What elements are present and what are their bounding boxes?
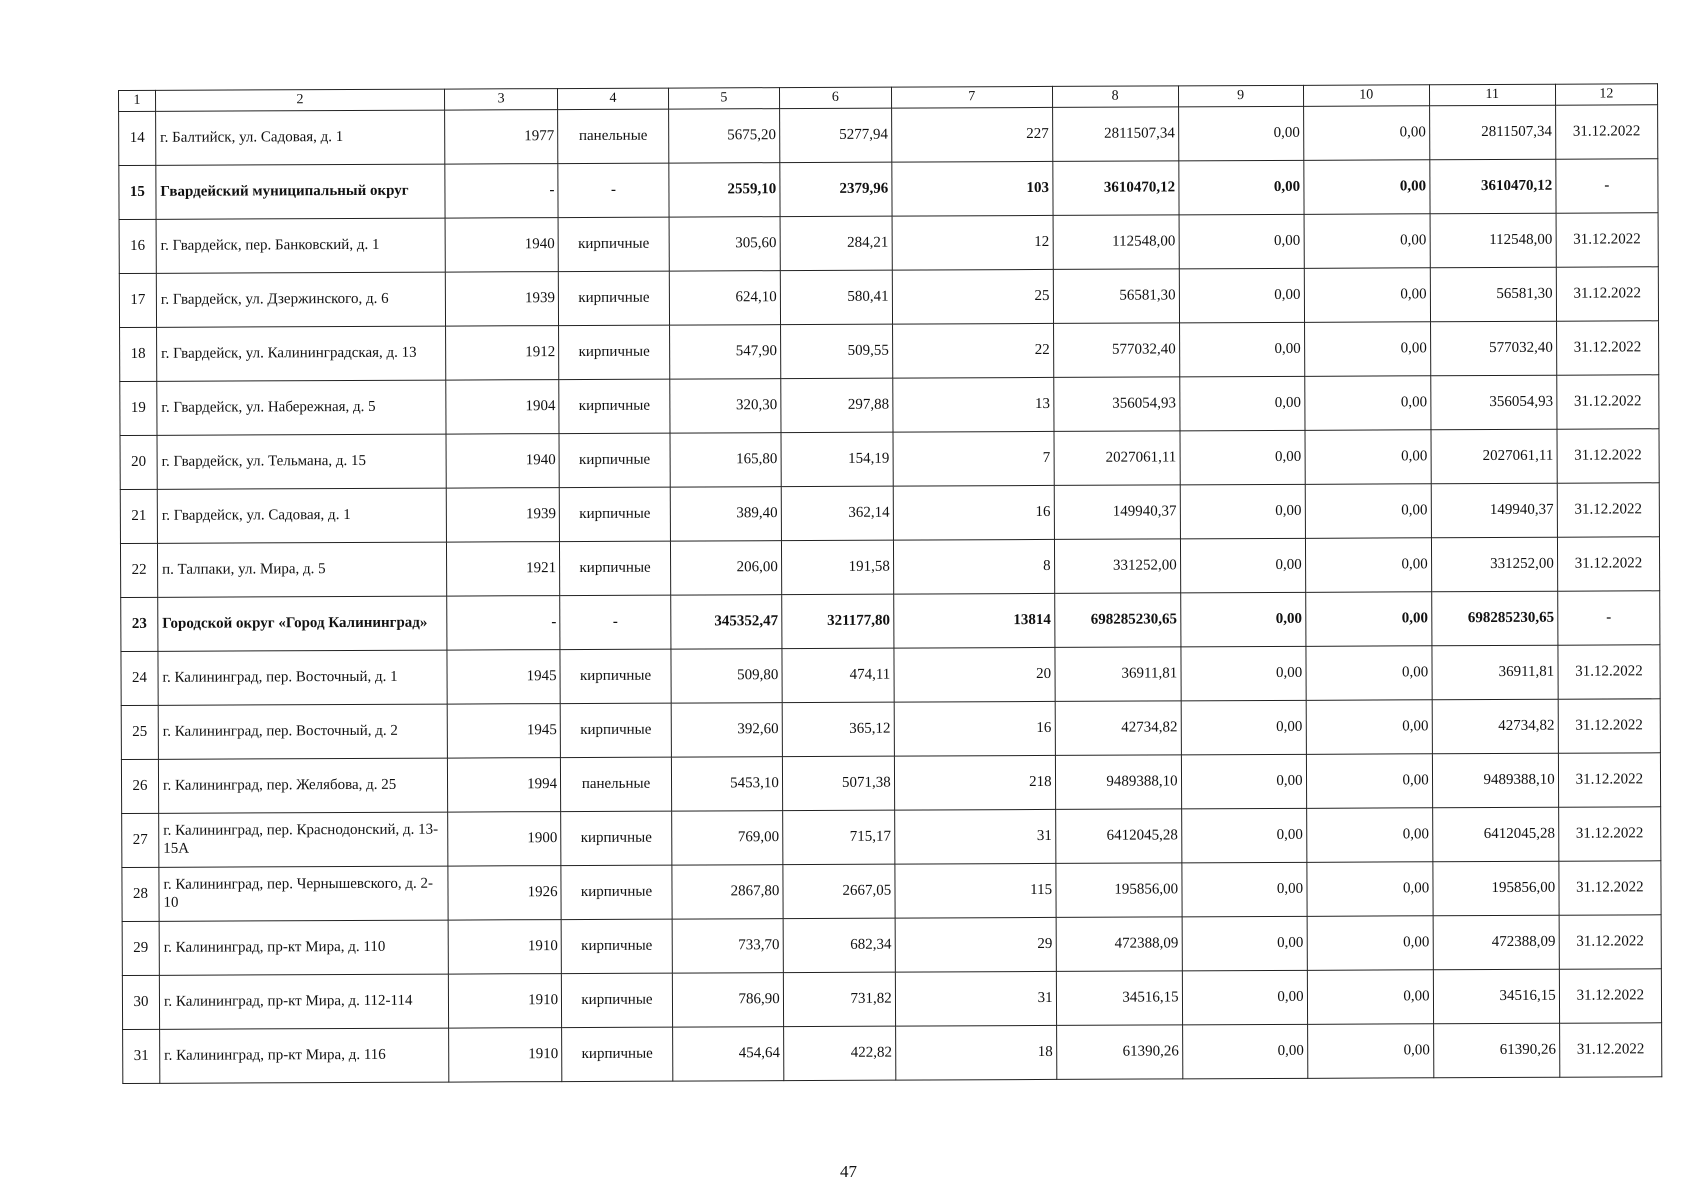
col10-cell: 0,00 — [1303, 106, 1429, 161]
col6-cell: 5071,38 — [782, 756, 894, 810]
col8-cell: 356054,93 — [1053, 377, 1179, 432]
col5-cell: 2867,80 — [672, 865, 783, 919]
table-row — [120, 537, 1659, 598]
wall-material-cell: - — [558, 163, 669, 217]
year-cell: - — [447, 596, 560, 650]
year-cell: 1940 — [445, 218, 558, 272]
col7-cell: 31 — [895, 971, 1056, 1026]
column-header: 7 — [891, 86, 1052, 108]
date-cell: 31.12.2022 — [1558, 645, 1660, 699]
row-number-cell: 30 — [122, 975, 159, 1029]
col11-cell: 3610470,12 — [1430, 159, 1556, 214]
col5-cell: 206,00 — [670, 541, 781, 595]
col8-cell: 112548,00 — [1053, 215, 1179, 270]
year-cell: 1912 — [446, 326, 559, 380]
column-header: 11 — [1429, 84, 1555, 106]
col8-cell: 2027061,11 — [1054, 431, 1180, 486]
col11-cell: 698285230,65 — [1431, 591, 1557, 646]
col10-cell: 0,00 — [1304, 376, 1430, 431]
col5-cell: 786,90 — [672, 973, 783, 1027]
document-sheet — [118, 83, 1662, 1084]
col7-cell: 18 — [895, 1025, 1056, 1080]
row-number-cell: 17 — [119, 273, 156, 327]
wall-material-cell: кирпичные — [560, 541, 671, 595]
date-cell: 31.12.2022 — [1557, 375, 1659, 429]
col10-cell: 0,00 — [1305, 430, 1431, 485]
col10-cell: 0,00 — [1305, 538, 1431, 593]
col7-cell: 115 — [895, 863, 1056, 918]
col9-cell: 0,00 — [1182, 916, 1307, 971]
date-cell: 31.12.2022 — [1559, 969, 1661, 1023]
table-row — [121, 645, 1660, 706]
wall-material-cell: панельные — [560, 757, 671, 811]
column-header: 1 — [119, 90, 156, 111]
table-row — [121, 753, 1660, 814]
col9-cell: 0,00 — [1181, 700, 1306, 755]
date-cell: - — [1557, 591, 1659, 645]
col11-cell: 2811507,34 — [1429, 105, 1555, 160]
col5-cell: 454,64 — [673, 1027, 784, 1081]
date-cell: 31.12.2022 — [1555, 105, 1657, 159]
year-cell: 1945 — [447, 704, 560, 758]
col7-cell: 103 — [892, 161, 1053, 216]
col5-cell: 389,40 — [670, 487, 781, 541]
address-cell: г. Калининград, пер. Восточный, д. 2 — [158, 704, 447, 759]
table-row — [123, 1023, 1662, 1084]
col9-cell: 0,00 — [1179, 376, 1304, 431]
year-cell: 1910 — [449, 1028, 562, 1082]
col9-cell: 0,00 — [1181, 754, 1306, 809]
col11-cell: 61390,26 — [1433, 1023, 1559, 1078]
row-number-cell: 24 — [121, 651, 158, 705]
row-number-cell: 31 — [123, 1029, 160, 1083]
wall-material-cell: кирпичные — [558, 271, 669, 325]
wall-material-cell: кирпичные — [561, 865, 672, 919]
col8-cell: 331252,00 — [1054, 539, 1180, 594]
col6-cell: 284,21 — [780, 216, 892, 270]
address-cell: п. Талпаки, ул. Мира, д. 5 — [157, 542, 446, 597]
address-cell: г. Калининград, пер. Краснодонский, д. 13-15А — [159, 812, 448, 867]
col11-cell: 356054,93 — [1430, 375, 1556, 430]
col6-cell: 509,55 — [780, 324, 892, 378]
table-row — [120, 321, 1659, 382]
table-row — [119, 159, 1658, 220]
col6-cell: 474,11 — [782, 648, 894, 702]
wall-material-cell: кирпичные — [559, 487, 670, 541]
date-cell: 31.12.2022 — [1558, 807, 1660, 861]
col10-cell: 0,00 — [1306, 754, 1432, 809]
col6-cell: 191,58 — [781, 540, 893, 594]
col8-cell: 42734,82 — [1055, 701, 1181, 756]
year-cell: 1940 — [446, 434, 559, 488]
wall-material-cell: кирпичные — [559, 379, 670, 433]
address-cell: г. Калининград, пр-кт Мира, д. 110 — [159, 920, 448, 975]
col8-cell: 3610470,12 — [1052, 161, 1178, 216]
housing-table — [118, 83, 1662, 1084]
col6-cell: 731,82 — [783, 972, 895, 1026]
column-header: 3 — [445, 89, 558, 110]
row-number-cell: 14 — [119, 111, 156, 165]
year-cell: 1900 — [448, 812, 561, 866]
col11-cell: 149940,37 — [1431, 483, 1557, 538]
wall-material-cell: кирпичные — [562, 1027, 673, 1081]
row-number-cell: 27 — [122, 813, 159, 867]
date-cell: 31.12.2022 — [1556, 321, 1658, 375]
row-number-cell: 25 — [121, 705, 158, 759]
date-cell: 31.12.2022 — [1558, 753, 1660, 807]
col9-cell: 0,00 — [1180, 484, 1305, 539]
row-number-cell: 23 — [121, 597, 158, 651]
col6-cell: 365,12 — [782, 702, 894, 756]
col11-cell: 34516,15 — [1433, 969, 1559, 1024]
table-row — [120, 483, 1659, 544]
year-cell: 1945 — [447, 650, 560, 704]
col10-cell: 0,00 — [1307, 916, 1433, 971]
col11-cell: 9489388,10 — [1432, 753, 1558, 808]
col10-cell: 0,00 — [1307, 970, 1433, 1025]
wall-material-cell: кирпичные — [561, 973, 672, 1027]
col7-cell: 12 — [892, 215, 1053, 270]
row-number-cell: 28 — [122, 867, 159, 921]
year-cell: 1939 — [446, 488, 559, 542]
col10-cell: 0,00 — [1306, 646, 1432, 701]
col7-cell: 7 — [893, 431, 1054, 486]
year-cell: 1939 — [445, 272, 558, 326]
wall-material-cell: кирпичные — [558, 217, 669, 271]
col10-cell: 0,00 — [1304, 322, 1430, 377]
col11-cell: 195856,00 — [1433, 861, 1559, 916]
col11-cell: 56581,30 — [1430, 267, 1556, 322]
col7-cell: 29 — [895, 917, 1056, 972]
col9-cell: 0,00 — [1180, 538, 1305, 593]
col8-cell: 698285230,65 — [1054, 593, 1180, 648]
col10-cell: 0,00 — [1305, 484, 1431, 539]
date-cell: 31.12.2022 — [1557, 429, 1659, 483]
table-row — [122, 969, 1661, 1030]
table-row — [122, 861, 1661, 922]
col10-cell: 0,00 — [1306, 808, 1432, 863]
year-cell: 1910 — [448, 974, 561, 1028]
col8-cell: 61390,26 — [1056, 1025, 1182, 1080]
col9-cell: 0,00 — [1180, 592, 1305, 647]
address-cell: г. Гвардейск, ул. Набережная, д. 5 — [157, 380, 446, 435]
address-cell: Гвардейский муниципальный округ — [156, 164, 445, 219]
col10-cell: 0,00 — [1306, 700, 1432, 755]
wall-material-cell: кирпичные — [561, 811, 672, 865]
wall-material-cell: - — [560, 595, 671, 649]
column-header: 6 — [779, 87, 891, 108]
col6-cell: 297,88 — [781, 378, 893, 432]
col5-cell: 509,80 — [671, 649, 782, 703]
col10-cell: 0,00 — [1305, 592, 1431, 647]
col5-cell: 733,70 — [672, 919, 783, 973]
col5-cell: 165,80 — [670, 433, 781, 487]
col11-cell: 331252,00 — [1431, 537, 1557, 592]
table-row — [122, 807, 1661, 868]
col9-cell: 0,00 — [1179, 268, 1304, 323]
table-row — [120, 375, 1659, 436]
wall-material-cell: кирпичные — [560, 703, 671, 757]
address-cell: г. Калининград, пер. Чернышевского, д. 2-10 — [159, 866, 448, 921]
page-number: 47 — [840, 1162, 857, 1181]
col5-cell: 2559,10 — [669, 163, 780, 217]
col5-cell: 624,10 — [669, 271, 780, 325]
table-row — [121, 699, 1660, 760]
year-cell: 1904 — [446, 380, 559, 434]
col10-cell: 0,00 — [1303, 160, 1429, 215]
column-header: 2 — [155, 89, 444, 111]
year-cell: - — [445, 164, 558, 218]
col6-cell: 321177,80 — [782, 594, 894, 648]
col8-cell: 149940,37 — [1054, 485, 1180, 540]
col8-cell: 6412045,28 — [1055, 809, 1181, 864]
date-cell: 31.12.2022 — [1557, 483, 1659, 537]
col7-cell: 20 — [894, 647, 1055, 702]
col5-cell: 345352,47 — [671, 595, 782, 649]
year-cell: 1977 — [445, 110, 558, 164]
col7-cell: 31 — [894, 809, 1055, 864]
column-header: 12 — [1555, 84, 1657, 105]
table-row — [119, 213, 1658, 274]
col5-cell: 320,30 — [670, 379, 781, 433]
address-cell: г. Балтийск, ул. Садовая, д. 1 — [156, 110, 445, 165]
col8-cell: 472388,09 — [1056, 917, 1182, 972]
col7-cell: 16 — [893, 485, 1054, 540]
wall-material-cell: кирпичные — [559, 325, 670, 379]
date-cell: 31.12.2022 — [1556, 213, 1658, 267]
wall-material-cell: панельные — [558, 109, 669, 163]
wall-material-cell: кирпичные — [561, 919, 672, 973]
table-row — [119, 105, 1658, 166]
col11-cell: 2027061,11 — [1431, 429, 1557, 484]
col9-cell: 0,00 — [1178, 160, 1303, 215]
col8-cell: 2811507,34 — [1052, 107, 1178, 162]
col8-cell: 195856,00 — [1055, 863, 1181, 918]
col5-cell: 5453,10 — [671, 757, 782, 811]
col6-cell: 580,41 — [780, 270, 892, 324]
col10-cell: 0,00 — [1307, 1024, 1433, 1079]
table-row — [121, 591, 1660, 652]
col8-cell: 577032,40 — [1053, 323, 1179, 378]
address-cell: г. Гвардейск, ул. Садовая, д. 1 — [157, 488, 446, 543]
wall-material-cell: кирпичные — [560, 649, 671, 703]
col10-cell: 0,00 — [1307, 862, 1433, 917]
col11-cell: 42734,82 — [1432, 699, 1558, 754]
col9-cell: 0,00 — [1182, 862, 1307, 917]
row-number-cell: 16 — [119, 219, 156, 273]
col6-cell: 715,17 — [782, 810, 894, 864]
col9-cell: 0,00 — [1178, 106, 1303, 161]
col7-cell: 227 — [891, 107, 1052, 162]
col5-cell: 392,60 — [671, 703, 782, 757]
col6-cell: 422,82 — [783, 1026, 895, 1080]
column-header: 9 — [1178, 85, 1303, 107]
col6-cell: 2667,05 — [783, 864, 895, 918]
col5-cell: 5675,20 — [669, 109, 780, 163]
col7-cell: 16 — [894, 701, 1055, 756]
row-number-cell: 20 — [120, 435, 157, 489]
col7-cell: 13 — [892, 377, 1053, 432]
col6-cell: 5277,94 — [779, 108, 891, 162]
row-number-cell: 29 — [122, 921, 159, 975]
table-row — [120, 429, 1659, 490]
address-cell: г. Гвардейск, ул. Дзержинского, д. 6 — [156, 272, 445, 327]
address-cell: г. Калининград, пр-кт Мира, д. 116 — [160, 1028, 449, 1083]
col6-cell: 362,14 — [781, 486, 893, 540]
col5-cell: 305,60 — [669, 217, 780, 271]
address-cell: г. Гвардейск, ул. Калининградская, д. 13 — [156, 326, 445, 381]
col9-cell: 0,00 — [1182, 1024, 1307, 1079]
column-header: 10 — [1303, 85, 1429, 107]
address-cell: г. Калининград, пер. Желябова, д. 25 — [158, 758, 447, 813]
row-number-cell: 26 — [121, 759, 158, 813]
col6-cell: 154,19 — [781, 432, 893, 486]
col9-cell: 0,00 — [1181, 646, 1306, 701]
table-row — [119, 267, 1658, 328]
col7-cell: 8 — [893, 539, 1054, 594]
col5-cell: 547,90 — [669, 325, 780, 379]
row-number-cell: 22 — [120, 543, 157, 597]
col9-cell: 0,00 — [1179, 322, 1304, 377]
col5-cell: 769,00 — [672, 811, 783, 865]
year-cell: 1994 — [447, 758, 560, 812]
column-header: 8 — [1052, 86, 1178, 108]
col10-cell: 0,00 — [1304, 214, 1430, 269]
address-cell: г. Калининград, пер. Восточный, д. 1 — [158, 650, 447, 705]
col11-cell: 6412045,28 — [1432, 807, 1558, 862]
col6-cell: 2379,96 — [780, 162, 892, 216]
wall-material-cell: кирпичные — [559, 433, 670, 487]
row-number-cell: 18 — [120, 327, 157, 381]
date-cell: 31.12.2022 — [1559, 861, 1661, 915]
address-cell: г. Гвардейск, ул. Тельмана, д. 15 — [157, 434, 446, 489]
col8-cell: 56581,30 — [1053, 269, 1179, 324]
col8-cell: 34516,15 — [1056, 971, 1182, 1026]
col11-cell: 577032,40 — [1430, 321, 1556, 376]
col7-cell: 25 — [892, 269, 1053, 324]
col8-cell: 9489388,10 — [1055, 755, 1181, 810]
col9-cell: 0,00 — [1179, 214, 1304, 269]
col7-cell: 22 — [892, 323, 1053, 378]
col11-cell: 36911,81 — [1432, 645, 1558, 700]
table-row — [122, 915, 1661, 976]
col7-cell: 218 — [894, 755, 1055, 810]
col11-cell: 472388,09 — [1433, 915, 1559, 970]
col11-cell: 112548,00 — [1430, 213, 1556, 268]
address-cell: Городской округ «Город Калининград» — [158, 596, 447, 651]
col6-cell: 682,34 — [783, 918, 895, 972]
col9-cell: 0,00 — [1182, 970, 1307, 1025]
date-cell: - — [1556, 159, 1658, 213]
date-cell: 31.12.2022 — [1556, 267, 1658, 321]
col9-cell: 0,00 — [1181, 808, 1306, 863]
date-cell: 31.12.2022 — [1559, 1023, 1661, 1077]
col9-cell: 0,00 — [1180, 430, 1305, 485]
column-header: 5 — [668, 88, 779, 109]
col10-cell: 0,00 — [1304, 268, 1430, 323]
date-cell: 31.12.2022 — [1559, 915, 1661, 969]
year-cell: 1926 — [448, 866, 561, 920]
date-cell: 31.12.2022 — [1557, 537, 1659, 591]
address-cell: г. Гвардейск, пер. Банковский, д. 1 — [156, 218, 445, 273]
date-cell: 31.12.2022 — [1558, 699, 1660, 753]
row-number-cell: 19 — [120, 381, 157, 435]
col7-cell: 13814 — [893, 593, 1054, 648]
col8-cell: 36911,81 — [1055, 647, 1181, 702]
year-cell: 1921 — [447, 542, 560, 596]
row-number-cell: 15 — [119, 165, 156, 219]
column-header: 4 — [558, 88, 669, 109]
row-number-cell: 21 — [120, 489, 157, 543]
address-cell: г. Калининград, пр-кт Мира, д. 112-114 — [159, 974, 448, 1029]
year-cell: 1910 — [448, 920, 561, 974]
